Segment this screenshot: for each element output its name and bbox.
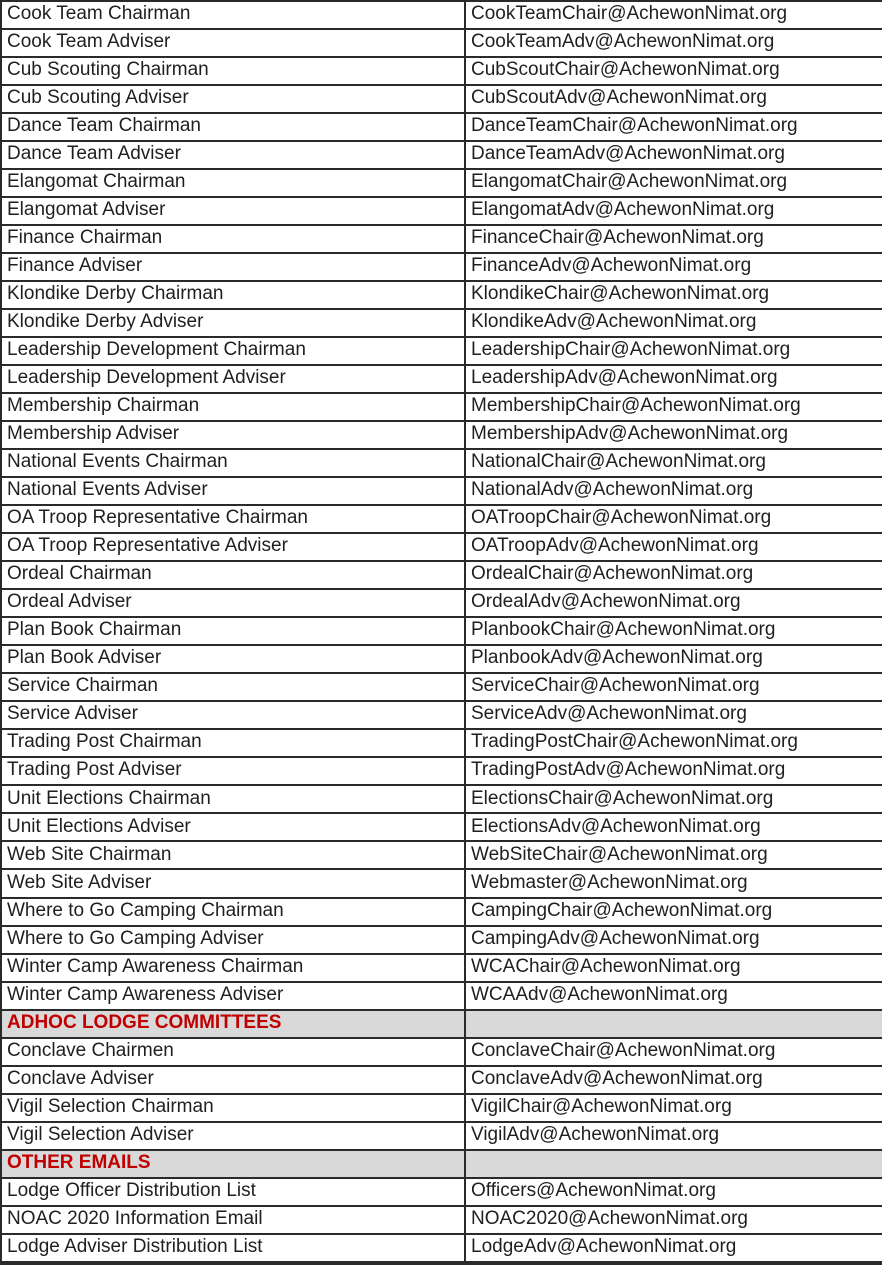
table-row	[1, 869, 882, 897]
role-cell: Unit Elections Adviser	[1, 813, 465, 841]
table-row	[1, 729, 882, 757]
email-cell: ServiceChair@AchewonNimat.org	[465, 673, 882, 701]
role-cell: Leadership Development Adviser	[1, 365, 465, 393]
role-cell: Cook Team Adviser	[1, 29, 465, 57]
table-row	[1, 505, 882, 533]
role-cell: Finance Adviser	[1, 253, 465, 281]
section-header-row	[1, 1150, 882, 1178]
table-row	[1, 85, 882, 113]
role-cell: Elangomat Chairman	[1, 169, 465, 197]
email-cell: VigilAdv@AchewonNimat.org	[465, 1122, 882, 1150]
email-table-body	[1, 1, 882, 1263]
role-cell: Klondike Derby Chairman	[1, 281, 465, 309]
role-cell: Winter Camp Awareness Adviser	[1, 982, 465, 1010]
table-row	[1, 309, 882, 337]
email-cell: ElangomatAdv@AchewonNimat.org	[465, 197, 882, 225]
role-cell: National Events Chairman	[1, 449, 465, 477]
email-cell: ConclaveChair@AchewonNimat.org	[465, 1038, 882, 1066]
role-cell: OA Troop Representative Chairman	[1, 505, 465, 533]
role-cell: Ordeal Chairman	[1, 561, 465, 589]
table-row	[1, 926, 882, 954]
role-cell: Web Site Chairman	[1, 841, 465, 869]
email-cell: DanceTeamChair@AchewonNimat.org	[465, 113, 882, 141]
section-empty-cell	[465, 1010, 882, 1038]
role-cell: Service Chairman	[1, 673, 465, 701]
email-cell: Officers@AchewonNimat.org	[465, 1178, 882, 1206]
email-cell: ElectionsChair@AchewonNimat.org	[465, 785, 882, 813]
email-cell: CubScoutAdv@AchewonNimat.org	[465, 85, 882, 113]
role-cell: Plan Book Chairman	[1, 617, 465, 645]
email-cell: MembershipChair@AchewonNimat.org	[465, 393, 882, 421]
email-cell: MembershipAdv@AchewonNimat.org	[465, 421, 882, 449]
table-row	[1, 141, 882, 169]
table-row	[1, 982, 882, 1010]
table-row	[1, 113, 882, 141]
role-cell: Winter Camp Awareness Chairman	[1, 954, 465, 982]
role-cell: Klondike Derby Adviser	[1, 309, 465, 337]
table-row	[1, 29, 882, 57]
email-cell: CookTeamAdv@AchewonNimat.org	[465, 29, 882, 57]
table-row	[1, 1178, 882, 1206]
role-cell: Conclave Chairmen	[1, 1038, 465, 1066]
role-cell: Web Site Adviser	[1, 869, 465, 897]
table-row	[1, 449, 882, 477]
role-cell: OA Troop Representative Adviser	[1, 533, 465, 561]
role-cell: Dance Team Chairman	[1, 113, 465, 141]
role-cell: Lodge Adviser Distribution List	[1, 1234, 465, 1263]
role-cell: Vigil Selection Chairman	[1, 1094, 465, 1122]
role-cell: Trading Post Adviser	[1, 757, 465, 785]
table-row	[1, 337, 882, 365]
table-row	[1, 533, 882, 561]
table-row	[1, 1122, 882, 1150]
role-cell: Cook Team Chairman	[1, 1, 465, 29]
email-cell: TradingPostAdv@AchewonNimat.org	[465, 757, 882, 785]
section-title-cell: ADHOC LODGE COMMITTEES	[1, 1010, 465, 1038]
email-cell: ElectionsAdv@AchewonNimat.org	[465, 813, 882, 841]
table-row	[1, 841, 882, 869]
table-row	[1, 281, 882, 309]
role-cell: Leadership Development Chairman	[1, 337, 465, 365]
email-cell: WCAAdv@AchewonNimat.org	[465, 982, 882, 1010]
role-cell: Lodge Officer Distribution List	[1, 1178, 465, 1206]
table-row	[1, 225, 882, 253]
role-cell: NOAC 2020 Information Email	[1, 1206, 465, 1234]
email-cell: VigilChair@AchewonNimat.org	[465, 1094, 882, 1122]
section-header-row	[1, 1010, 882, 1038]
email-cell: PlanbookAdv@AchewonNimat.org	[465, 645, 882, 673]
email-cell: KlondikeChair@AchewonNimat.org	[465, 281, 882, 309]
email-cell: LeadershipAdv@AchewonNimat.org	[465, 365, 882, 393]
table-row	[1, 813, 882, 841]
table-row	[1, 365, 882, 393]
email-cell: LeadershipChair@AchewonNimat.org	[465, 337, 882, 365]
email-cell: ConclaveAdv@AchewonNimat.org	[465, 1066, 882, 1094]
section-title-cell: OTHER EMAILS	[1, 1150, 465, 1178]
table-row	[1, 1234, 882, 1263]
email-cell: FinanceAdv@AchewonNimat.org	[465, 253, 882, 281]
role-cell: Ordeal Adviser	[1, 589, 465, 617]
table-row	[1, 57, 882, 85]
email-cell: CampingChair@AchewonNimat.org	[465, 898, 882, 926]
email-cell: WCAChair@AchewonNimat.org	[465, 954, 882, 982]
email-cell: DanceTeamAdv@AchewonNimat.org	[465, 141, 882, 169]
email-cell: WebSiteChair@AchewonNimat.org	[465, 841, 882, 869]
role-cell: Dance Team Adviser	[1, 141, 465, 169]
role-cell: Where to Go Camping Adviser	[1, 926, 465, 954]
email-cell: CampingAdv@AchewonNimat.org	[465, 926, 882, 954]
role-cell: Elangomat Adviser	[1, 197, 465, 225]
table-row	[1, 589, 882, 617]
email-cell: FinanceChair@AchewonNimat.org	[465, 225, 882, 253]
email-cell: TradingPostChair@AchewonNimat.org	[465, 729, 882, 757]
section-empty-cell	[465, 1150, 882, 1178]
table-row	[1, 617, 882, 645]
table-row	[1, 757, 882, 785]
email-cell: LodgeAdv@AchewonNimat.org	[465, 1234, 882, 1263]
role-cell: Finance Chairman	[1, 225, 465, 253]
role-cell: Trading Post Chairman	[1, 729, 465, 757]
table-row	[1, 1094, 882, 1122]
email-cell: NationalChair@AchewonNimat.org	[465, 449, 882, 477]
email-cell: CubScoutChair@AchewonNimat.org	[465, 57, 882, 85]
role-cell: National Events Adviser	[1, 477, 465, 505]
email-cell: ElangomatChair@AchewonNimat.org	[465, 169, 882, 197]
role-cell: Where to Go Camping Chairman	[1, 898, 465, 926]
email-cell: OATroopChair@AchewonNimat.org	[465, 505, 882, 533]
table-row	[1, 421, 882, 449]
email-cell: PlanbookChair@AchewonNimat.org	[465, 617, 882, 645]
role-cell: Vigil Selection Adviser	[1, 1122, 465, 1150]
table-row	[1, 253, 882, 281]
email-cell: ServiceAdv@AchewonNimat.org	[465, 701, 882, 729]
table-row	[1, 645, 882, 673]
email-cell: NOAC2020@AchewonNimat.org	[465, 1206, 882, 1234]
table-row	[1, 701, 882, 729]
table-row	[1, 954, 882, 982]
email-cell: OrdealChair@AchewonNimat.org	[465, 561, 882, 589]
table-row	[1, 477, 882, 505]
role-cell: Service Adviser	[1, 701, 465, 729]
role-cell: Membership Adviser	[1, 421, 465, 449]
table-row	[1, 898, 882, 926]
table-row	[1, 197, 882, 225]
email-cell: OATroopAdv@AchewonNimat.org	[465, 533, 882, 561]
table-row	[1, 1038, 882, 1066]
role-cell: Unit Elections Chairman	[1, 785, 465, 813]
table-row	[1, 1206, 882, 1234]
table-row	[1, 673, 882, 701]
email-cell: KlondikeAdv@AchewonNimat.org	[465, 309, 882, 337]
role-cell: Cub Scouting Adviser	[1, 85, 465, 113]
table-row	[1, 1, 882, 29]
role-cell: Cub Scouting Chairman	[1, 57, 465, 85]
role-cell: Conclave Adviser	[1, 1066, 465, 1094]
role-cell: Membership Chairman	[1, 393, 465, 421]
table-row	[1, 561, 882, 589]
table-row	[1, 785, 882, 813]
email-cell: OrdealAdv@AchewonNimat.org	[465, 589, 882, 617]
table-row	[1, 1066, 882, 1094]
role-cell: Plan Book Adviser	[1, 645, 465, 673]
table-row	[1, 393, 882, 421]
email-cell: NationalAdv@AchewonNimat.org	[465, 477, 882, 505]
email-cell: CookTeamChair@AchewonNimat.org	[465, 1, 882, 29]
email-cell: Webmaster@AchewonNimat.org	[465, 869, 882, 897]
table-row	[1, 169, 882, 197]
